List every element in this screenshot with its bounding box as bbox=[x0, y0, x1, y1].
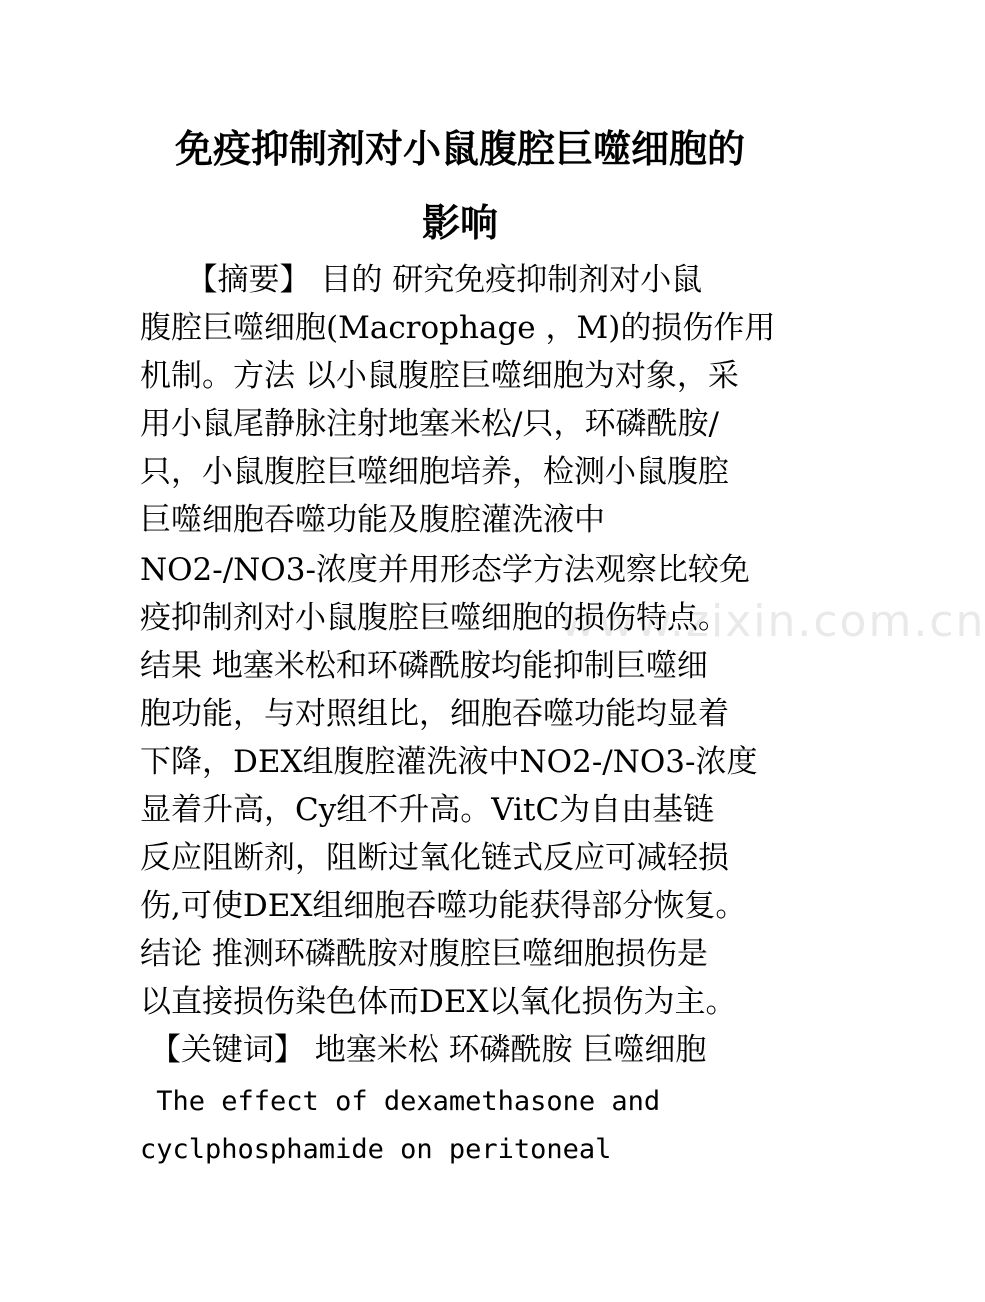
abstract-line: 用小鼠尾静脉注射地塞米松/只，环磷酰胺/ bbox=[140, 406, 719, 442]
keywords-line: 【关键词】 地塞米松 环磷酰胺 巨噬细胞 bbox=[140, 1032, 707, 1068]
english-title-line: cyclphosphamide on peritoneal bbox=[140, 1134, 612, 1165]
abstract-line: 下降，DEX组腹腔灌洗液中NO2-/NO3-浓度 bbox=[140, 744, 758, 780]
page-title-continuation: 影响 bbox=[421, 200, 498, 245]
abstract-line: 机制。方法 以小鼠腹腔巨噬细胞为对象，采 bbox=[140, 358, 739, 394]
abstract-line: 伤,可使DEX组细胞吞噬功能获得部分恢复。 bbox=[140, 888, 747, 924]
abstract-line: 结论 推测环磷酰胺对腹腔巨噬细胞损伤是 bbox=[140, 936, 708, 972]
abstract-line: 胞功能，与对照组比，细胞吞噬功能均显着 bbox=[140, 696, 729, 732]
abstract-line: 【摘要】 目的 研究免疫抑制剂对小鼠 bbox=[140, 262, 703, 298]
abstract-line: 只，小鼠腹腔巨噬细胞培养，检测小鼠腹腔 bbox=[140, 454, 729, 490]
abstract-line: 腹腔巨噬细胞(Macrophage ，M)的损伤作用 bbox=[140, 310, 776, 346]
abstract-line: 巨噬细胞吞噬功能及腹腔灌洗液中 bbox=[140, 502, 605, 538]
abstract-line: 显着升高，Cy组不升高。VitC为自由基链 bbox=[140, 792, 715, 828]
watermark: www.zixin.com.cn bbox=[560, 596, 985, 647]
abstract-line: 反应阻断剂，阻断过氧化链式反应可减轻损 bbox=[140, 840, 729, 876]
abstract-line: NO2-/NO3-浓度并用形态学方法观察比较免 bbox=[140, 552, 750, 588]
abstract-line: 以直接损伤染色体而DEX以氧化损伤为主。 bbox=[140, 984, 737, 1020]
page-title: 免疫抑制剂对小鼠腹腔巨噬细胞的 bbox=[174, 126, 745, 171]
abstract-line: 结果 地塞米松和环磷酰胺均能抑制巨噬细 bbox=[140, 648, 708, 684]
english-title-line: The effect of dexamethasone and bbox=[140, 1086, 661, 1117]
abstract-line: 疫抑制剂对小鼠腹腔巨噬细胞的损伤特点。 bbox=[140, 600, 729, 636]
